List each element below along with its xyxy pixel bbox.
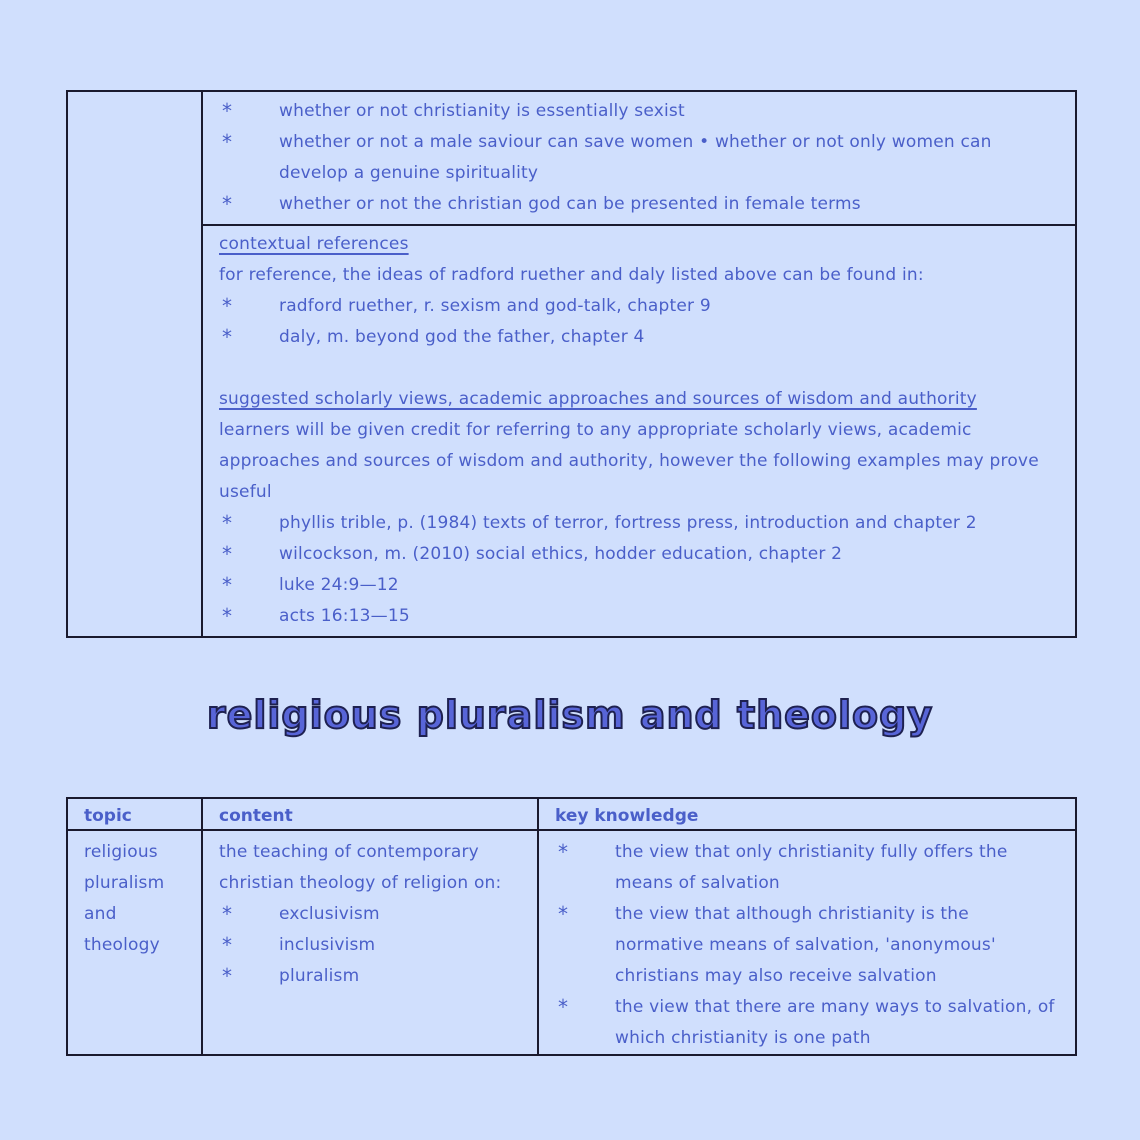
list-item: * whether or not the christian god can be presented in female terms (222, 192, 861, 216)
contextual-references-heading: contextual references (219, 234, 409, 254)
list-item: * radford ruether, r. sexism and god-talk, chapter 9 (222, 294, 711, 318)
topic-cell-empty (67, 91, 202, 637)
list-item: * luke 24:9—12 (222, 573, 399, 597)
key-knowledge-cell (538, 830, 1076, 1055)
section-title: religious pluralism and theology (206, 693, 934, 737)
topic-text: religious pluralism and theology (84, 842, 165, 955)
list-item: * the view that although christianity is the normative means of salvation, 'anonymous' christians may also receive salvation (558, 902, 996, 986)
list-item: * wilcockson, m. (2010) social ethics, hodder education, chapter 2 (222, 542, 843, 566)
pluralism-table (66, 797, 1077, 1056)
issues-cell (202, 91, 1076, 225)
list-item: * exclusivism (222, 902, 380, 926)
scholarly-intro: learners will be given credit for referring to any appropriate scholarly views, academic approaches and sources of wisdom and authority, however the following examples may prove useful (219, 420, 1039, 502)
list-item: * phyllis trible, p. (1984) texts of terror, fortress press, introduction and chapter 2 (222, 511, 977, 535)
scholarly-views-heading: suggested scholarly views, academic approaches and sources of wisdom and authority (219, 389, 977, 409)
list-item: * daly, m. beyond god the father, chapter 4 (222, 325, 645, 349)
references-cell (202, 225, 1076, 637)
content-cell (202, 830, 538, 1055)
header-content: content (202, 798, 538, 830)
content-intro: the teaching of contemporary christian theology of religion on: (219, 842, 502, 893)
header-key-knowledge: key knowledge (538, 798, 1076, 830)
topic-cell (67, 830, 202, 1055)
continuation-table (66, 90, 1077, 638)
list-item: * whether or not a male saviour can save women • whether or not only women can develop a genuine spirituality (222, 130, 992, 183)
list-item: * the view that only christianity fully offers the means of salvation (558, 840, 1008, 893)
list-item: * inclusivism (222, 933, 376, 957)
header-topic: topic (67, 798, 202, 830)
list-item: * the view that there are many ways to salvation, of which christianity is one path (558, 995, 1055, 1048)
contextual-intro: for reference, the ideas of radford ruether and daly listed above can be found in: (219, 265, 924, 285)
list-item: * acts 16:13—15 (222, 604, 410, 628)
list-item: * pluralism (222, 964, 360, 988)
list-item: * whether or not christianity is essentially sexist (222, 99, 685, 123)
